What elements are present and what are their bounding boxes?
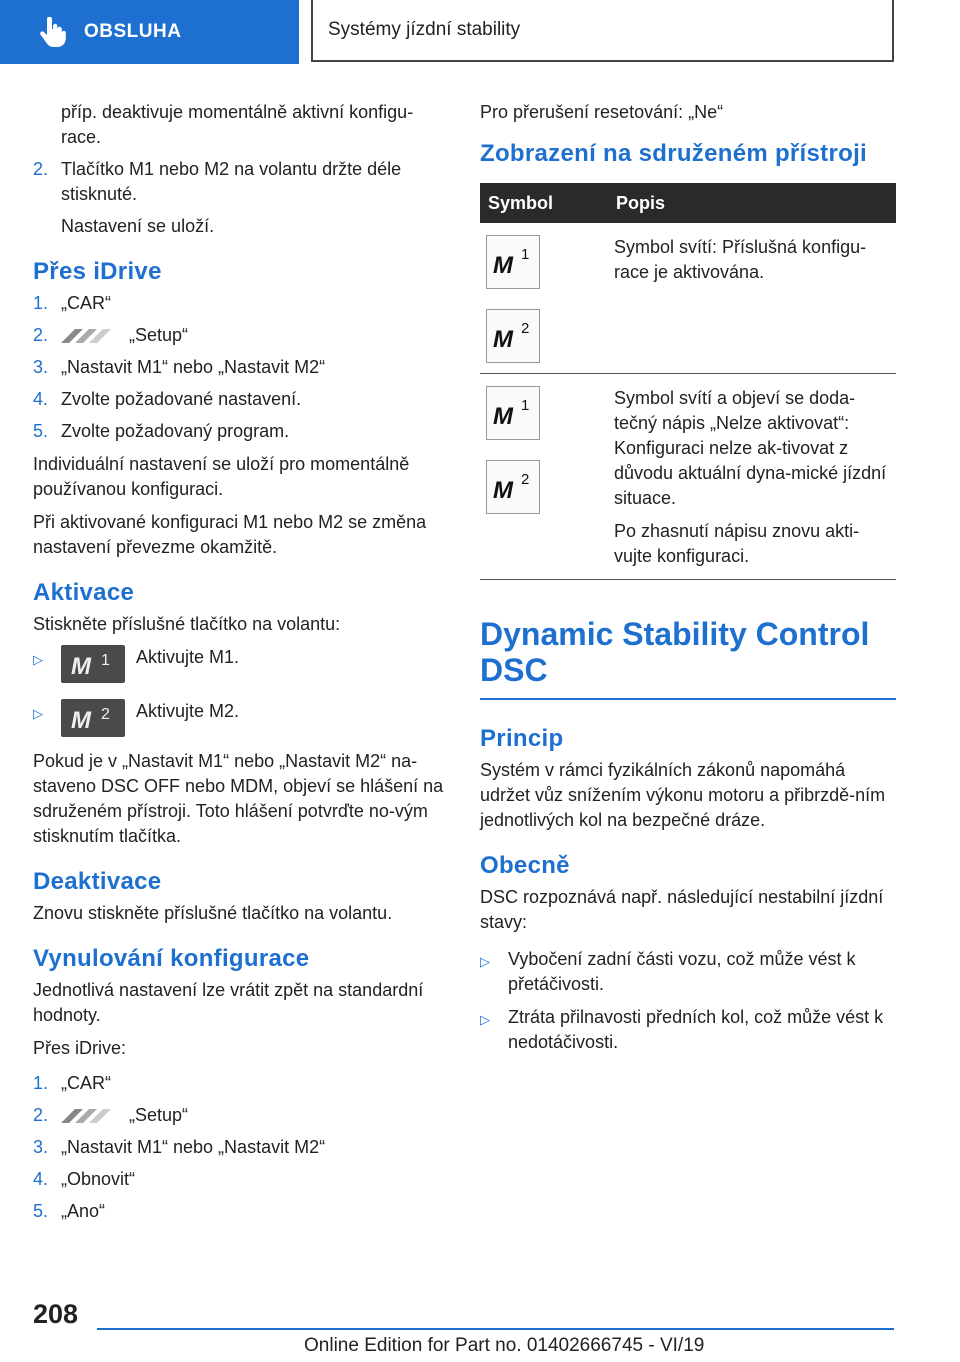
bullet-text: Aktivujte M2. (136, 701, 240, 721)
m1-symbol-icon (486, 235, 540, 289)
list-item (33, 1199, 451, 1224)
svg-text:2: 2 (101, 706, 110, 723)
bullet-text: Aktivujte M1. (136, 647, 240, 667)
list-text: „Nastavit M1“ nebo „Nastavit M2“ (61, 357, 326, 377)
list-text: Zvolte požadované nastavení. (61, 389, 302, 409)
list-number: 4. (33, 1169, 49, 1189)
list-item (33, 1135, 451, 1160)
paragraph: DSC rozpoznává např. následující nestabilní jízdní stavy: (480, 887, 884, 932)
svg-text:M: M (71, 707, 91, 733)
list-number: 2. (33, 159, 49, 179)
table-row (480, 374, 896, 580)
heading-aktivace: Aktivace (33, 579, 135, 606)
paragraph: Znovu stiskněte příslušné tlačítko na volantu. (33, 903, 393, 923)
list-text-inner: „Setup“ (129, 325, 189, 345)
list-number: 4. (33, 389, 49, 409)
footer-divider (97, 1328, 894, 1330)
list-continuation: Nastavení se uloží. (61, 216, 215, 236)
heading-idrive: Přes iDrive (33, 258, 162, 285)
paragraph: Jednotlivá nastavení lze vrátit zpět na standardní hodnoty. (33, 980, 424, 1025)
paragraph: Pokud je v „Nastavit M1“ nebo „Nastavit M2“ na-staveno DSC OFF nebo MDM, objeví se hlášení na sdruženém přístroji. Toto hlášení potvrďte no-vým stisknutím tlačítka. (33, 751, 444, 846)
svg-text:M: M (493, 477, 513, 504)
list-text: „Obnovit“ (61, 1169, 136, 1189)
m1-symbol-icon (486, 386, 540, 440)
symbol-cell (480, 374, 608, 580)
svg-text:1: 1 (521, 246, 530, 263)
bullet-triangle-icon: ▷ (33, 652, 43, 667)
list-item (33, 157, 451, 207)
list-text: „Nastavit M1“ nebo „Nastavit M2“ (61, 1137, 326, 1157)
list-number: 3. (33, 1137, 49, 1157)
page-title (311, 0, 894, 62)
m-stripes-icon (61, 1109, 117, 1123)
section-tab[interactable] (0, 0, 299, 64)
heading-deaktivace: Deaktivace (33, 868, 162, 895)
idrive-steps (33, 291, 451, 444)
paragraph: Přes iDrive: (33, 1038, 127, 1058)
page-title-text: Systémy jízdní stability (328, 19, 521, 40)
list-text-inner: „Setup“ (129, 1105, 189, 1125)
table-header-popis: Popis (608, 183, 896, 223)
bullet-text: Ztráta přilnavosti předních kol, což může vést k nedotáčivosti. (508, 1007, 884, 1052)
list-text: „Ano“ (61, 1201, 106, 1221)
paragraph: Po zhasnutí nápisu znovu akti-vujte konfiguraci. (614, 521, 860, 566)
bullet-item (33, 699, 451, 737)
svg-text:M: M (493, 326, 513, 353)
heading-obecne: Obecně (480, 852, 570, 879)
left-column (33, 100, 451, 1232)
list-item (33, 387, 451, 412)
list-text: „CAR“ (61, 1073, 111, 1093)
list-text (61, 1103, 451, 1128)
m2-symbol-icon (486, 460, 540, 514)
list-item (33, 419, 451, 444)
list-number: 2. (33, 325, 49, 345)
page-number: 208 (33, 1299, 79, 1329)
description-cell (608, 374, 896, 580)
paragraph: Systém v rámci fyzikálních zákonů napomáhá udržet vůz snížením výkonu motoru a přibrzdě-ním jednotlivých kol na bezpečné dráze. (480, 760, 886, 830)
bullet-item (480, 1005, 896, 1055)
intro-list (33, 157, 451, 239)
svg-text:M: M (493, 252, 513, 279)
bullet-text: Vybočení zadní části vozu, což může vést k přetáčivosti. (508, 949, 856, 994)
list-item (33, 323, 451, 348)
bullet-item (480, 947, 896, 997)
svg-text:M: M (71, 653, 91, 679)
heading-dsc: Dynamic Stability Control DSC (480, 616, 896, 700)
paragraph: Pro přerušení resetování: „Ne“ (480, 102, 724, 122)
table-header-row (480, 183, 896, 223)
list-number: 3. (33, 357, 49, 377)
footer-edition: Online Edition for Part no. 01402666745 - VI/19 (304, 1335, 705, 1356)
hand-pointer-icon (38, 17, 66, 47)
bullet-item (33, 645, 451, 683)
list-number: 1. (33, 293, 49, 313)
list-number: 5. (33, 421, 49, 441)
list-item (33, 1071, 451, 1096)
right-column (480, 100, 896, 1063)
paragraph: Individuální nastavení se uloží pro momentálně používanou konfiguraci. (33, 454, 410, 499)
m-stripes-icon (61, 329, 117, 343)
svg-text:1: 1 (101, 652, 110, 669)
svg-text:2: 2 (521, 320, 530, 337)
table-row (480, 223, 896, 374)
list-item (33, 1167, 451, 1192)
list-item (33, 1103, 451, 1128)
m2-symbol-icon (486, 309, 540, 363)
m1-button-icon (61, 645, 125, 683)
svg-text:1: 1 (521, 397, 530, 414)
list-text (61, 323, 451, 348)
list-item (33, 291, 451, 316)
list-text: Zvolte požadovaný program. (61, 421, 290, 441)
m2-button-icon (61, 699, 125, 737)
symbol-table (480, 183, 896, 580)
paragraph: Při aktivované konfiguraci M1 nebo M2 se změna nastavení převezme okamžitě. (33, 512, 427, 557)
svg-text:M: M (493, 403, 513, 430)
intro-continuation: příp. deaktivuje momentálně aktivní konfigu-race. (61, 102, 414, 147)
heading-zobrazeni: Zobrazení na sdruženém přístroji (480, 140, 868, 167)
description-cell: Symbol svítí: Příslušná konfigu-race je aktivována. (608, 223, 896, 374)
paragraph: Symbol svítí a objeví se doda-tečný nápis „Nelze aktivovat“: Konfiguraci nelze ak-tivovat z důvodu aktuální dyna-mické jízdní situace. (614, 388, 887, 508)
list-number: 1. (33, 1073, 49, 1093)
list-text: Tlačítko M1 nebo M2 na volantu držte déle stisknuté. (61, 159, 402, 204)
bullet-triangle-icon: ▷ (33, 706, 43, 721)
list-number: 5. (33, 1201, 49, 1221)
paragraph: Stiskněte příslušné tlačítko na volantu: (33, 614, 341, 634)
list-number: 2. (33, 1105, 49, 1125)
table-header-symbol: Symbol (480, 183, 608, 223)
bullet-triangle-icon: ▷ (480, 1012, 490, 1027)
heading-reset: Vynulování konfigurace (33, 945, 310, 972)
bullet-triangle-icon: ▷ (480, 954, 490, 969)
list-item (33, 355, 451, 380)
heading-princip: Princip (480, 725, 564, 752)
reset-steps (33, 1071, 451, 1224)
svg-text:2: 2 (521, 471, 530, 488)
list-text: „CAR“ (61, 293, 111, 313)
symbol-cell (480, 223, 608, 374)
section-label: OBSLUHA (84, 21, 182, 42)
